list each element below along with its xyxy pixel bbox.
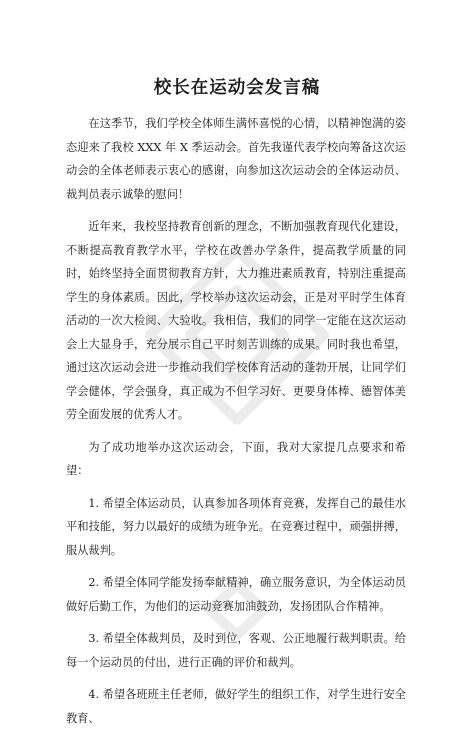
list-item: 2. 希望全体同学能发扬奉献精神，确立服务意识，为全体运动员做好后勤工作，为他们的运动竞赛加油鼓劲，发扬团队合作精神。	[66, 576, 406, 613]
document-body	[66, 112, 406, 739]
list-item: 4. 希望各班班主任老师，做好学生的组织工作，对学生进行安全教育、	[66, 688, 406, 725]
page-title: 校长在运动会发言稿	[153, 78, 321, 98]
list-item: 3. 希望全体裁判员，及时到位，客观、公正地履行裁判职责。给每一个运动员的付出，进行正确的评价和裁判。	[66, 632, 406, 669]
list-item: 1. 希望全体运动员，认真参加各项体育竞赛，发挥自己的最佳水平和技能，努力以最好的成绩为班争光。在竞赛过程中，顽强拼搏，服从裁判。	[66, 496, 406, 557]
paragraph: 在这季节，我们学校全体师生满怀喜悦的心情，以精神饱满的姿态迎来了我校 XXX 年 X 季运动会。首先我谨代表学校向筹备这次运动会的全体老师表示衷心的感谢，向参加这次运动会的全体运动员、裁判员表示诚挚的慰问！	[66, 117, 406, 201]
paragraph: 为了成功地举办这次运动会，下面，我对大家提几点要求和希望：	[66, 440, 406, 477]
paragraph: 近年来，我校坚持教育创新的理念，不断加强教育现代化建设，不断提高教育教学水平，学校在改善办学条件，提高教学质量的同时，始终坚持全面贯彻教育方针，大力推进素质教育，特别注重提高学生的身体素质。因此，学校举办这次运动会，正是对平时学生体育活动的一次大检阅、大验收。我相信，我们的同学一定能在这次运动会上大显身手，充分展示自己平时刻苦训练的成果。同时我也希望，通过这次运动会进一步推动我们学校体育活动的蓬勃开展，让同学们学会健体，学会强身，真正成为不但学习好、更要身体棒、德智体美劳全面发展的优秀人才。	[66, 220, 406, 421]
